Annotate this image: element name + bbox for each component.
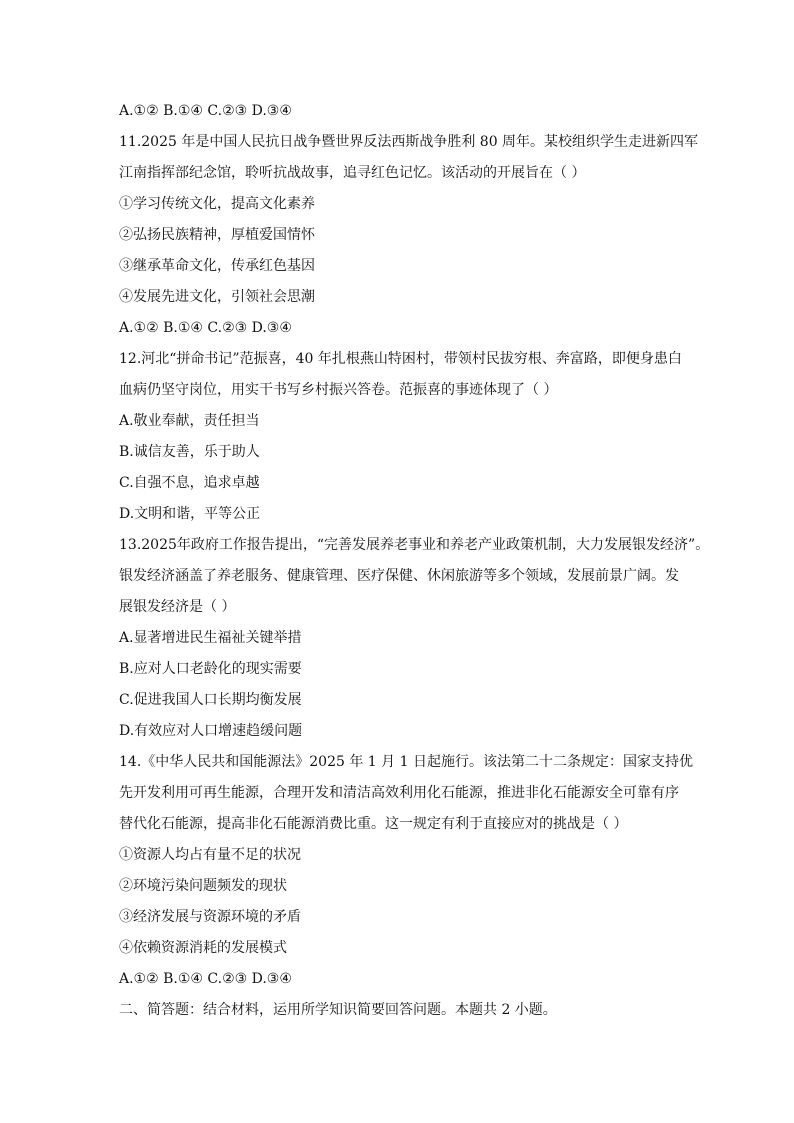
q13-stem-line-3: 展银发经济是（ ） xyxy=(119,599,236,615)
q12-choice-a: A.敬业奉献，责任担当 xyxy=(119,413,260,429)
q12-choice-d: D.文明和谐，平等公正 xyxy=(119,506,261,522)
q13-choice-d: D.有效应对人口增速趋缓问题 xyxy=(119,723,303,739)
q11-item-4: ④发展先进文化，引领社会思潮 xyxy=(119,289,315,305)
question-14 xyxy=(119,752,693,990)
q13-choice-b: B.应对人口老龄化的现实需要 xyxy=(119,661,302,677)
q11-options: A.①② B.①④ C.②③ D.③④ xyxy=(119,320,292,336)
q11-stem-line-2: 江南指挥部纪念馆，聆听抗战故事，追寻红色记忆。该活动的开展旨在（ ） xyxy=(119,165,586,181)
q11-item-1: ①学习传统文化，提高文化素养 xyxy=(119,196,315,212)
q14-item-3: ③经济发展与资源环境的矛盾 xyxy=(119,909,301,925)
q14-stem-line-2: 先开发利用可再生能源，合理开发和清洁高效利用化石能源，推进非化石能源安全可靠有序 xyxy=(119,785,679,801)
q11-item-3: ③继承革命文化，传承红色基因 xyxy=(119,258,315,274)
q14-item-4: ④依赖资源消耗的发展模式 xyxy=(119,940,287,956)
section-2-heading: 二、简答题：结合材料，运用所学知识简要回答问题。本题共 2 小题。 xyxy=(119,1002,557,1018)
q11-item-2: ②弘扬民族精神，厚植爱国情怀 xyxy=(119,227,315,243)
q14-item-1: ①资源人均占有量不足的状况 xyxy=(119,847,301,863)
q14-stem-line-1: 14.《中华人民共和国能源法》2025 年 1 月 1 日起施行。该法第二十二条规定：国家支持优 xyxy=(119,754,693,770)
question-11 xyxy=(119,132,699,339)
q11-stem-line-1: 11.2025 年是中国人民抗日战争暨世界反法西斯战争胜利 80 周年。某校组织学生走进新四军 xyxy=(119,134,699,150)
q13-stem-line-2: 银发经济涵盖了养老服务、健康管理、医疗保健、休闲旅游等多个领域，发展前景广阔。发 xyxy=(119,568,679,584)
q13-choice-c: C.促进我国人口长期均衡发展 xyxy=(119,692,302,708)
q13-stem-line-1: 13.2025年政府工作报告提出，“完善发展养老事业和养老产业政策机制，大力发展银发经济”。 xyxy=(119,537,710,553)
q14-stem-line-3: 替代化石能源，提高非化石能源消费比重。这一规定有利于直接应对的挑战是（ ） xyxy=(119,816,628,832)
question-13 xyxy=(119,535,710,742)
q14-item-2: ②环境污染问题频发的现状 xyxy=(119,878,287,894)
q10-options: A.①② B.①④ C.②③ D.③④ xyxy=(119,103,292,119)
q14-options: A.①② B.①④ C.②③ D.③④ xyxy=(119,971,292,987)
q13-choice-a: A.显著增进民生福祉关键举措 xyxy=(119,630,302,646)
q12-stem-line-1: 12.河北“拼命书记”范振喜，40 年扎根燕山特困村，带领村民拔穷根、奔富路，即便身患白 xyxy=(119,351,682,367)
q12-stem-line-2: 血病仍坚守岗位，用实干书写乡村振兴答卷。范振喜的事迹体现了（ ） xyxy=(119,382,558,398)
question-12 xyxy=(119,349,689,525)
q12-choice-c: C.自强不息，追求卓越 xyxy=(119,475,260,491)
q12-choice-b: B.诚信友善，乐于助人 xyxy=(119,444,260,460)
exam-page xyxy=(119,101,710,1021)
